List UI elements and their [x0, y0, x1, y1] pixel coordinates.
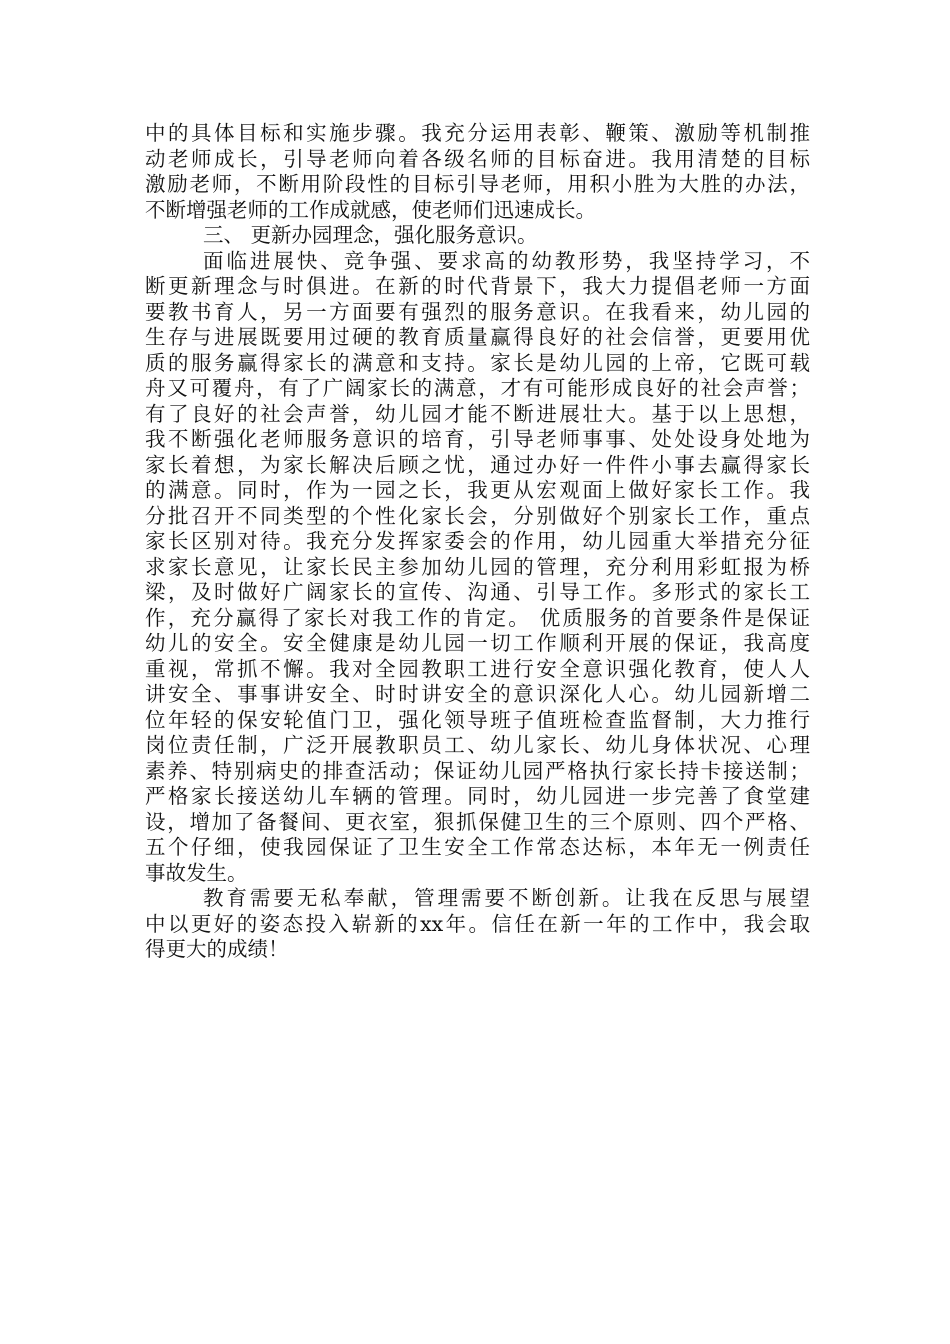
text-line: 断更新理念与时俱进。在新的时代背景下，我大力提倡老师一方面: [145, 274, 810, 298]
text-line: 面临进展快、竞争强、要求高的幼教形势，我坚持学习，不: [203, 248, 810, 273]
text-line: 激励老师，不断用阶段性的目标引导老师，用积小胜为大胜的办法，: [145, 172, 810, 196]
text-line: 得更大的成绩！: [145, 937, 289, 961]
text-line: 我不断强化老师服务意识的培育，引导老师事事、处处设身处地为: [145, 427, 810, 451]
text-line: 素养、特别病史的排查活动；保证幼儿园严格执行家长持卡接送制；: [145, 758, 810, 783]
text-line: 分批召开不同类型的个性化家长会，分别做好个别家长工作，重点: [145, 503, 810, 528]
text-line: 动老师成长，引导老师向着各级名师的目标奋进。我用清楚的目标: [145, 146, 810, 171]
text-line: 位年轻的保安轮值门卫，强化领导班子值班检查监督制，大力推行: [145, 707, 810, 732]
text-line: 梁，及时做好广阔家长的宣传、沟通、引导工作。多形式的家长工: [145, 580, 810, 604]
text-line: 幼儿的安全。安全健康是幼儿园一切工作顺利开展的保证，我高度: [145, 631, 810, 655]
text-line: 中的具体目标和实施步骤。我充分运用表彰、鞭策、激励等机制推: [145, 121, 810, 145]
paragraph-service-awareness: [145, 249, 810, 887]
text-line: 讲安全、事事讲安全、时时讲安全的意识深化人心。幼儿园新增二: [145, 682, 810, 706]
section-heading-3: [145, 223, 810, 249]
text-line: 设，增加了备餐间、更衣室，狠抓保健卫生的三个原则、四个严格、: [145, 809, 810, 834]
section-heading-text: 三、 更新办园理念，强化服务意识。: [203, 223, 538, 247]
text-line: 家长着想，为家长解决后顾之忧，通过办好一件件小事去赢得家长: [145, 452, 810, 477]
text-line: 舟又可覆舟，有了广阔家长的满意，才有可能形成良好的社会声誉；: [145, 376, 810, 400]
paragraph-goals-continuation: [145, 121, 810, 223]
text-line: 生存与进展既要用过硬的教育质量赢得良好的社会信誉，更要用优: [145, 325, 810, 349]
text-line: 作，充分赢得了家长对我工作的肯定。 优质服务的首要条件是保证: [145, 605, 810, 630]
text-line: 严格家长接送幼儿车辆的管理。同时，幼儿园进一步完善了食堂建: [145, 784, 810, 808]
text-line: 事故发生。: [145, 860, 248, 885]
text-line: 求家长意见，让家长民主参加幼儿园的管理，充分利用彩虹报为桥: [145, 554, 810, 579]
text-line: 质的服务赢得家长的满意和支持。家长是幼儿园的上帝，它既可载: [145, 350, 810, 375]
document-body: [145, 121, 810, 963]
text-line: 重视，常抓不懈。我对全园教职工进行安全意识强化教育，使人人: [145, 656, 810, 681]
text-line: 有了良好的社会声誉，幼儿园才能不断进展壮大。基于以上思想，: [145, 401, 810, 426]
text-line: 不断增强老师的工作成就感，使老师们迅速成长。: [145, 197, 596, 222]
text-line: 五个仔细，使我园保证了卫生安全工作常态达标，本年无一例责任: [145, 835, 810, 859]
text-line: 中以更好的姿态投入崭新的xx年。信任在新一年的工作中，我会取: [145, 911, 810, 936]
text-line: 的满意。同时，作为一园之长，我更从宏观面上做好家长工作。我: [145, 478, 810, 502]
paragraph-closing: [145, 886, 810, 963]
text-line: 教育需要无私奉献，管理需要不断创新。让我在反思与展望: [203, 886, 810, 910]
text-line: 要教书育人，另一方面要有强烈的服务意识。在我看来，幼儿园的: [145, 299, 810, 324]
text-line: 岗位责任制，广泛开展教职员工、幼儿家长、幼儿身体状况、心理: [145, 733, 810, 757]
text-line: 家长区别对待。我充分发挥家委会的作用，幼儿园重大举措充分征: [145, 529, 810, 553]
